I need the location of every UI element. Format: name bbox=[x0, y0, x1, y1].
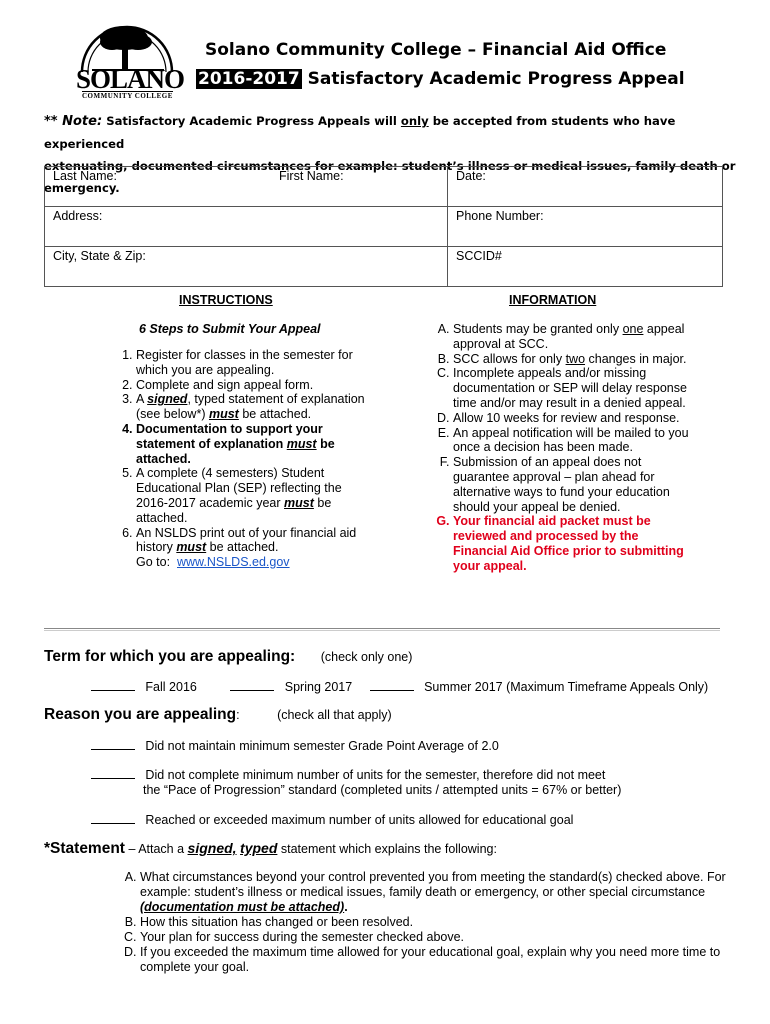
term-options bbox=[91, 679, 708, 694]
term-title: Term for which you are appealing bbox=[44, 648, 291, 665]
info-c: C. Incomplete appeals and/or missing documentation or SEP will delay response time and/or may result in a denied appeal. bbox=[453, 366, 693, 410]
last-name-label: Last Name: bbox=[53, 169, 117, 183]
phone-label: Phone Number: bbox=[456, 209, 544, 223]
statement-heading bbox=[44, 840, 497, 858]
step-5 bbox=[136, 466, 368, 525]
step-text: Documentation to support your statement of explanation bbox=[136, 421, 323, 451]
term-fall-blank[interactable] bbox=[91, 679, 135, 691]
step-text: An NSLDS print out of your financial aid history bbox=[136, 525, 357, 555]
year-highlight: 2016-2017 bbox=[198, 69, 300, 89]
page-subtitle bbox=[196, 69, 685, 89]
reason-title: Reason you are appealing bbox=[44, 706, 237, 723]
statement-text: What circumstances beyond your control prevented you from meeting the standard(s) checked above. For example: student’s illness or medical issues, family death or emergency, or other special circumstance bbox=[140, 870, 726, 899]
statement-list bbox=[140, 870, 740, 975]
last-name-field[interactable] bbox=[45, 167, 272, 207]
city-label: City, State & Zip: bbox=[53, 249, 146, 263]
statement-a bbox=[140, 870, 740, 915]
date-field[interactable] bbox=[448, 167, 723, 207]
info-text: appeal approval at SCC. bbox=[453, 322, 685, 351]
section-divider bbox=[44, 628, 720, 631]
step-text: be attached. bbox=[209, 540, 279, 555]
instructions-heading: INSTRUCTIONS bbox=[179, 293, 273, 307]
address-label: Address: bbox=[53, 209, 103, 223]
reason-max-label: Reached or exceeded maximum number of units allowed for educational goal bbox=[145, 813, 574, 827]
term-colon: : bbox=[290, 648, 296, 665]
reason-hint: (check all that apply) bbox=[277, 708, 392, 722]
reason-colon: : bbox=[236, 708, 240, 722]
info-f: F. Submission of an appeal does not guarantee approval – plan ahead for alternative ways to fund your education should your appeal be denied. bbox=[453, 455, 693, 514]
step-emphasis: must bbox=[286, 436, 317, 451]
step-text: be attached. bbox=[136, 436, 335, 466]
reason-gpa-blank[interactable] bbox=[91, 738, 135, 750]
page-title: Solano Community College – Financial Aid Office bbox=[205, 40, 667, 60]
info-emphasis: two bbox=[565, 351, 586, 366]
term-spring-label: Spring 2017 bbox=[284, 680, 353, 694]
term-hint: (check only one) bbox=[320, 650, 413, 664]
statement-text: – Attach a bbox=[128, 842, 185, 856]
reason-units-label: Did not complete minimum number of units for the semester, therefore did not meet bbox=[145, 768, 606, 782]
reason-option-max bbox=[91, 812, 573, 827]
statement-c: C. Your plan for success during the semester checked above. bbox=[140, 930, 740, 945]
reason-units-blank[interactable] bbox=[91, 767, 135, 779]
address-field[interactable] bbox=[45, 207, 448, 247]
sccid-field[interactable] bbox=[448, 247, 723, 287]
statement-emphasis: (documentation must be attached) bbox=[140, 900, 345, 914]
phone-field[interactable] bbox=[448, 207, 723, 247]
statement-d: D. If you exceeded the maximum time allowed for your educational goal, explain why you need more time to complete your goal. bbox=[140, 945, 740, 975]
steps-list bbox=[136, 348, 368, 570]
city-state-zip-field[interactable] bbox=[45, 247, 448, 287]
sccid-label: SCCID# bbox=[456, 249, 502, 263]
term-summer-label: Summer 2017 (Maximum Timeframe Appeals Only) bbox=[424, 680, 709, 694]
step-2: 2. Complete and sign appeal form. bbox=[136, 378, 368, 393]
step-emphasis: must bbox=[284, 495, 314, 510]
term-summer-blank[interactable] bbox=[370, 679, 414, 691]
info-text: changes in major. bbox=[588, 351, 687, 366]
info-d: D. Allow 10 weeks for review and response. bbox=[453, 411, 693, 426]
college-logo bbox=[72, 12, 185, 100]
note-text: extenuating, documented circumstances for example: student’s illness or medical issues, family death or emergency. bbox=[44, 159, 736, 195]
step-emphasis: signed bbox=[147, 392, 188, 407]
logo-subtitle: COMMUNITY COLLEGE bbox=[82, 92, 173, 100]
info-a bbox=[453, 322, 693, 352]
info-g: G. Your financial aid packet must be reviewed and processed by the Financial Aid Office prior to submitting your appeal. bbox=[453, 514, 693, 573]
step-1: 1. Register for classes in the semester for which you are appealing. bbox=[136, 348, 368, 378]
info-text: Students may be granted only bbox=[453, 322, 620, 336]
reason-max-blank[interactable] bbox=[91, 812, 135, 824]
term-fall-label: Fall 2016 bbox=[145, 680, 197, 694]
step-text: be attached. bbox=[136, 495, 332, 525]
note-text: Satisfactory Academic Progress Appeals will bbox=[106, 114, 397, 128]
step-text: be attached. bbox=[242, 407, 312, 422]
first-name-field[interactable] bbox=[271, 167, 448, 207]
date-label: Date: bbox=[456, 169, 486, 183]
statement-text: . bbox=[344, 900, 348, 914]
note-prefix: ** Note: bbox=[44, 114, 103, 129]
step-4 bbox=[136, 422, 368, 466]
statement-title: *Statement bbox=[44, 840, 125, 857]
statement-b: B. How this situation has changed or been resolved. bbox=[140, 915, 740, 930]
step-text: , typed statement of explanation (see below*) bbox=[136, 392, 365, 422]
information-heading: INFORMATION bbox=[509, 293, 597, 307]
step-emphasis: must bbox=[176, 540, 207, 555]
first-name-label: First Name: bbox=[279, 169, 344, 183]
reason-heading bbox=[44, 706, 392, 724]
step-3 bbox=[136, 392, 368, 422]
note-text: be accepted from students who have experienced bbox=[44, 114, 676, 151]
reason-option-gpa bbox=[91, 738, 499, 753]
step-text: A bbox=[136, 392, 144, 407]
statement-text: statement which explains the following: bbox=[280, 842, 497, 856]
logo-wordmark: SOLANO bbox=[76, 64, 185, 94]
statement-emphasis-signed: signed, bbox=[187, 840, 237, 856]
student-info-table bbox=[44, 166, 723, 287]
step-emphasis: must bbox=[208, 407, 239, 422]
information-list bbox=[453, 322, 693, 574]
info-b bbox=[453, 352, 693, 367]
nslds-link[interactable]: www.NSLDS.ed.gov bbox=[177, 555, 290, 570]
reason-gpa-label: Did not maintain minimum semester Grade Point Average of 2.0 bbox=[145, 739, 499, 753]
info-emphasis: one bbox=[622, 322, 644, 336]
statement-emphasis-typed: typed bbox=[240, 840, 278, 856]
term-spring-blank[interactable] bbox=[230, 679, 274, 691]
info-text: SCC allows for only bbox=[453, 351, 563, 366]
step-text: A complete (4 semesters) Student Educational Plan (SEP) reflecting the 2016-2017 academic year bbox=[136, 466, 342, 510]
reason-option-units bbox=[91, 767, 621, 798]
reason-units-label-2: the “Pace of Progression” standard (completed units / attempted units = 67% or better) bbox=[143, 783, 622, 797]
goto-label: Go to: bbox=[136, 555, 171, 570]
instructions-subheading: 6 Steps to Submit Your Appeal bbox=[139, 322, 321, 336]
term-heading bbox=[44, 648, 412, 666]
step-6 bbox=[136, 526, 368, 570]
note-emphasis: only bbox=[400, 114, 429, 128]
info-e: E. An appeal notification will be mailed to you once a decision has been made. bbox=[453, 426, 693, 456]
subtitle-text: Satisfactory Academic Progress Appeal bbox=[307, 69, 685, 89]
